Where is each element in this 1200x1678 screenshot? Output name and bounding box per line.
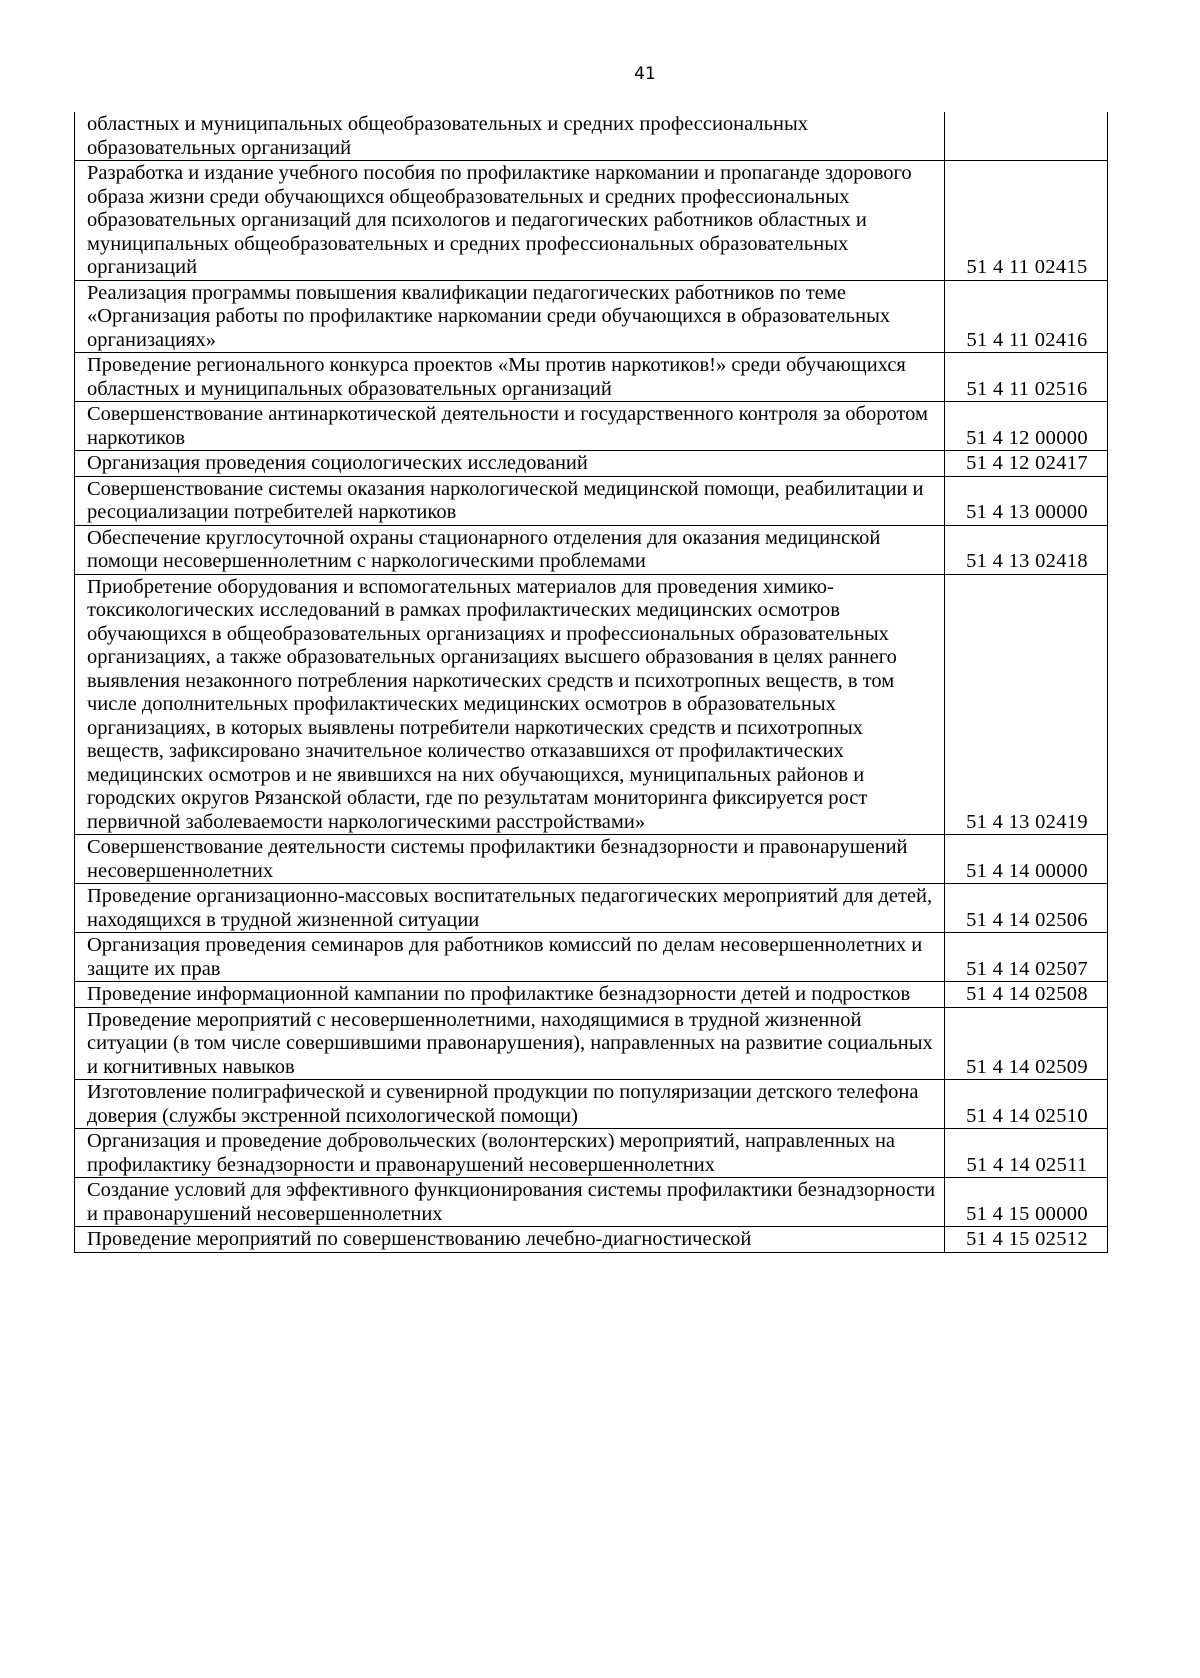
- item-name-cell: Обеспечение круглосуточной охраны стационарного отделения для оказания медицинской помощи несовершеннолетним с наркологическими проблемами: [75, 525, 945, 574]
- item-name-cell: Совершенствование деятельности системы профилактики безнадзорности и правонарушений несовершеннолетних: [75, 835, 945, 884]
- classification-code-cell: 51 4 14 00000: [945, 835, 1108, 884]
- table-row: [75, 1080, 1108, 1129]
- table-row: [75, 525, 1108, 574]
- table-row: [75, 476, 1108, 525]
- item-name-cell: Изготовление полиграфической и сувенирной продукции по популяризации детского телефона доверия (службы экстренной психологической помощи): [75, 1080, 945, 1129]
- classification-code-cell: 51 4 14 02507: [945, 933, 1108, 982]
- classification-code-cell: 51 4 14 02506: [945, 884, 1108, 933]
- table-row: [75, 933, 1108, 982]
- item-name-cell: Проведение регионального конкурса проектов «Мы против наркотиков!» среди обучающихся областных и муниципальных образовательных организаций: [75, 353, 945, 402]
- table-row: [75, 835, 1108, 884]
- table-row: [75, 280, 1108, 353]
- classification-code-cell: 51 4 13 02418: [945, 525, 1108, 574]
- classification-code-cell: [945, 112, 1108, 161]
- classification-code-cell: 51 4 15 02512: [945, 1227, 1108, 1253]
- table-row: [75, 112, 1108, 161]
- item-name-cell: Приобретение оборудования и вспомогательных материалов для проведения химико-токсикологических исследований в рамках профилактических медицинских осмотров обучающихся в общеобразовательных организациях и профессиональных образовательных организациях, а также образовательных организациях высшего образования в целях раннего выявления незаконного потребления наркотических средств и психотропных веществ, в том числе дополнительных профилактических медицинских осмотров в образовательных организациях, в которых выявлены потребители наркотических средств и психотропных веществ, зафиксировано значительное количество отказавшихся от профилактических медицинских осмотров и не явившихся на них обучающихся, муниципальных районов и городских округов Рязанской области, где по результатам мониторинга фиксируется рост первичной заболеваемости наркологическими расстройствами»: [75, 574, 945, 835]
- item-name-cell: Совершенствование системы оказания наркологической медицинской помощи, реабилитации и ресоциализации потребителей наркотиков: [75, 476, 945, 525]
- table-row: [75, 161, 1108, 281]
- item-name-cell: Проведение мероприятий по совершенствованию лечебно-диагностической: [75, 1227, 945, 1253]
- classification-code-cell: 51 4 11 02415: [945, 161, 1108, 281]
- classification-code-cell: 51 4 12 02417: [945, 451, 1108, 477]
- item-name-cell: Проведение организационно-массовых воспитательных педагогических мероприятий для детей, находящихся в трудной жизненной ситуации: [75, 884, 945, 933]
- item-name-cell: Совершенствование антинаркотической деятельности и государственного контроля за оборотом наркотиков: [75, 402, 945, 451]
- classification-code-cell: 51 4 11 02416: [945, 280, 1108, 353]
- page-number: 41: [634, 64, 656, 84]
- table-row: [75, 574, 1108, 835]
- classification-code-cell: 51 4 14 02509: [945, 1007, 1108, 1080]
- table-row: [75, 1178, 1108, 1227]
- item-name-cell: Создание условий для эффективного функционирования системы профилактики безнадзорности и правонарушений несовершеннолетних: [75, 1178, 945, 1227]
- item-name-cell: Реализация программы повышения квалификации педагогических работников по теме «Организация работы по профилактике наркомании среди обучающихся в образовательных организациях»: [75, 280, 945, 353]
- classification-code-cell: 51 4 11 02516: [945, 353, 1108, 402]
- table-row: [75, 353, 1108, 402]
- classification-code-cell: 51 4 14 02511: [945, 1129, 1108, 1178]
- table-row: [75, 1007, 1108, 1080]
- item-name-cell: областных и муниципальных общеобразовательных и средних профессиональных образовательных организаций: [75, 112, 945, 161]
- item-name-cell: Организация и проведение добровольческих (волонтерских) мероприятий, направленных на профилактику безнадзорности и правонарушений несовершеннолетних: [75, 1129, 945, 1178]
- item-name-cell: Организация проведения семинаров для работников комиссий по делам несовершеннолетних и защите их прав: [75, 933, 945, 982]
- item-name-cell: Проведение информационной кампании по профилактике безнадзорности детей и подростков: [75, 982, 945, 1008]
- classification-code-cell: 51 4 14 02508: [945, 982, 1108, 1008]
- table-body: [75, 112, 1108, 1252]
- table-row: [75, 884, 1108, 933]
- classification-code-cell: 51 4 13 00000: [945, 476, 1108, 525]
- classification-code-cell: 51 4 13 02419: [945, 574, 1108, 835]
- table-row: [75, 1227, 1108, 1253]
- classification-code-cell: 51 4 15 00000: [945, 1178, 1108, 1227]
- budget-classification-table: [74, 112, 1108, 1253]
- item-name-cell: Организация проведения социологических исследований: [75, 451, 945, 477]
- table-row: [75, 451, 1108, 477]
- table-row: [75, 402, 1108, 451]
- classification-code-cell: 51 4 14 02510: [945, 1080, 1108, 1129]
- item-name-cell: Разработка и издание учебного пособия по профилактике наркомании и пропаганде здорового образа жизни среди обучающихся общеобразовательных и средних профессиональных образовательных организаций для психологов и педагогических работников областных и муниципальных общеобразовательных и средних профессиональных образовательных организаций: [75, 161, 945, 281]
- classification-code-cell: 51 4 12 00000: [945, 402, 1108, 451]
- item-name-cell: Проведение мероприятий с несовершеннолетними, находящимися в трудной жизненной ситуации (в том числе совершившими правонарушения), направленных на развитие социальных и когнитивных навыков: [75, 1007, 945, 1080]
- table-row: [75, 982, 1108, 1008]
- table-row: [75, 1129, 1108, 1178]
